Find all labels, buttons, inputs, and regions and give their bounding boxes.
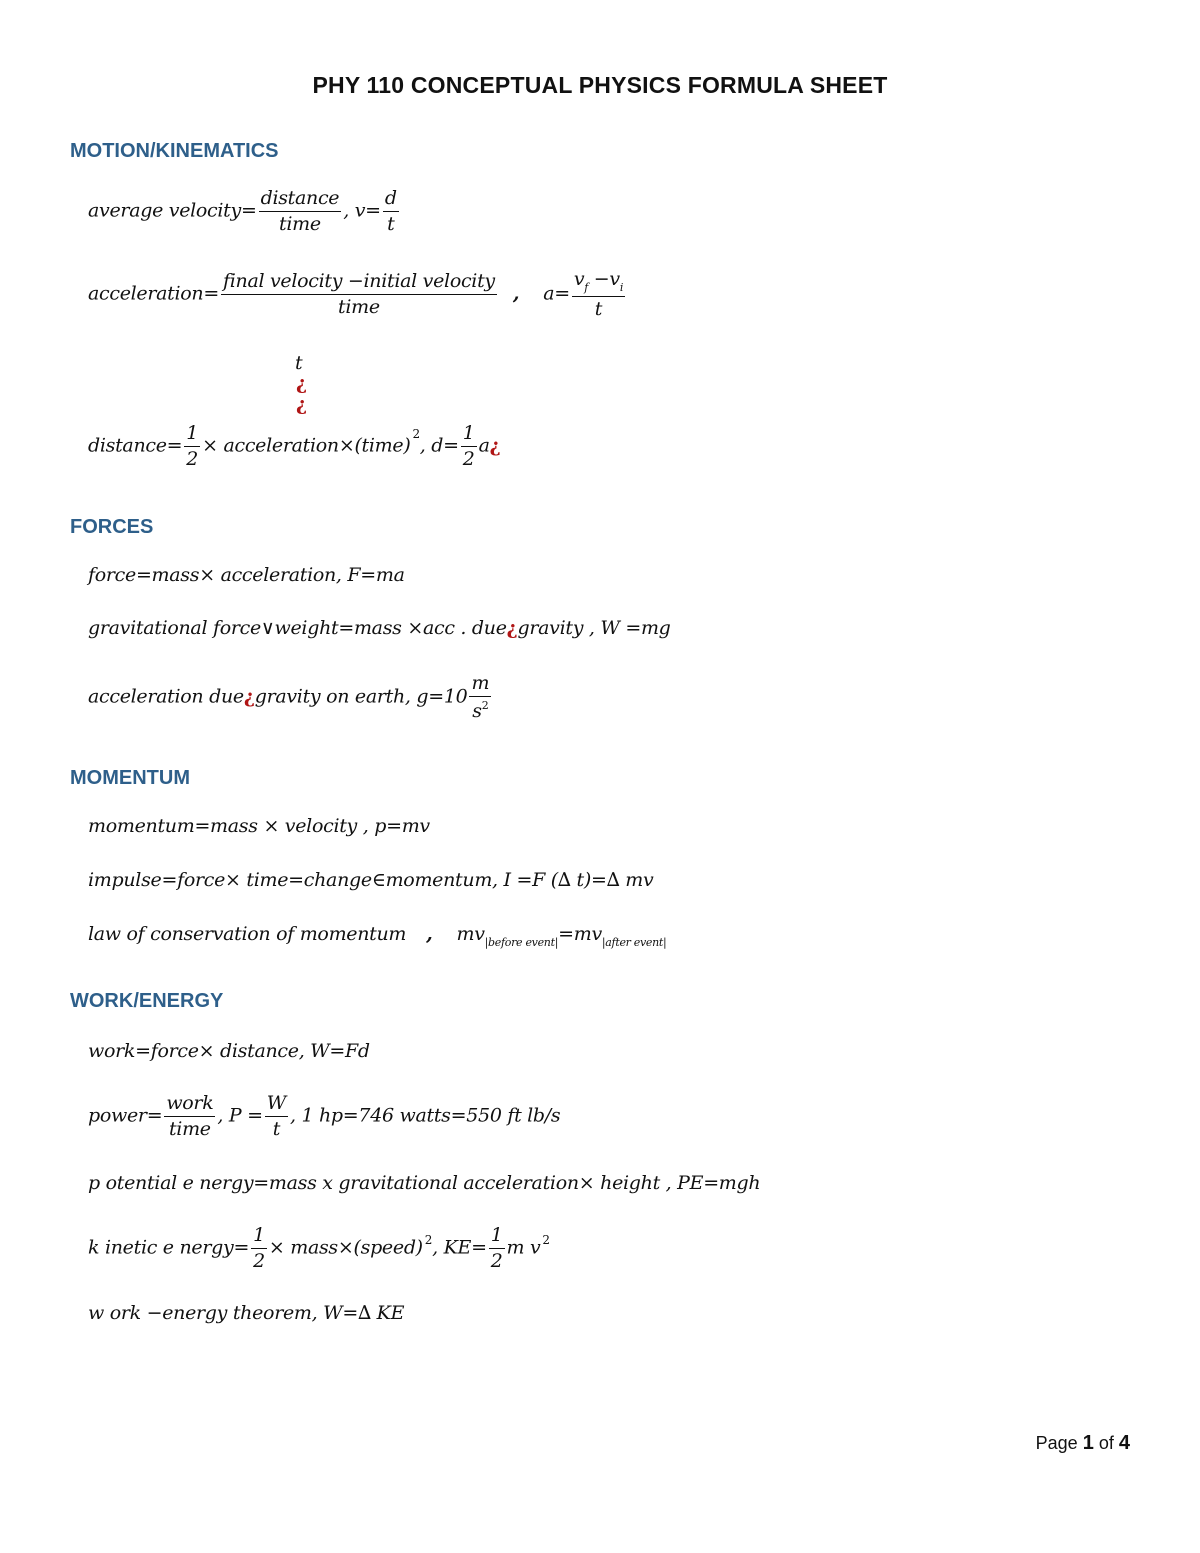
comma: , [512,282,520,305]
total-pages: 4 [1118,1432,1130,1454]
numerator: W [265,1094,288,1117]
formula-text: distance= [88,434,183,457]
numerator: d [383,189,399,212]
formula-text: a [478,434,490,457]
denominator: time [279,213,321,235]
denominator: t [594,298,603,320]
fraction [259,189,342,234]
symbol-v: v [573,268,585,290]
formula-text: acceleration= [88,282,219,305]
fraction-half [251,1226,267,1271]
numerator: 1 [251,1226,267,1249]
denominator: 2 [186,448,199,470]
page-title: PHY 110 CONCEPTUAL PHYSICS FORMULA SHEET [312,72,888,98]
subscript: f [584,281,589,294]
formula-text: acceleration due [88,685,244,708]
formula-text: × mass×(speed) [268,1236,423,1259]
comma: , [426,923,433,945]
formula-weight [88,619,671,638]
formula-text: , 1 hp=746 watts=550 ft lb/s [289,1104,561,1127]
formula-text: law of conservation of momentum [88,923,407,945]
denominator: time [338,296,380,318]
unknown-symbol: ¿ [506,617,518,639]
unit-s: s [472,700,482,722]
formula-text: m v [506,1236,541,1259]
formula-text: gravity on earth, g=10 [254,685,468,708]
numerator: 1 [184,424,200,447]
exponent: 2 [542,1232,550,1247]
formula-text: gravity , W =mg [517,617,671,639]
denominator: t [387,213,395,235]
stacked-symbol-unknown-1: ¿ [296,372,307,394]
page-label: Page [1035,1433,1078,1453]
denominator [469,697,491,721]
formula-text: power= [88,1104,163,1127]
fraction [221,272,497,317]
page-number [1036,1432,1130,1455]
denominator: 2 [490,1250,503,1272]
exponent: 2 [424,1232,433,1247]
formula-text: , v= [343,199,381,222]
formula-conservation [88,925,666,948]
numerator: 1 [489,1226,505,1249]
formula-text: , KE= [432,1236,487,1259]
denominator: t [272,1118,281,1140]
formula-text: average velocity= [88,199,257,222]
formula-potential-energy: p otential e nergy=mass x gravitational acceleration× height , PE=mgh [88,1172,761,1194]
formula-force: force=mass× acceleration, F=ma [88,564,405,586]
fraction [383,189,399,234]
fraction-half [489,1226,505,1271]
fraction [265,1094,288,1139]
subscript: |before event| [484,936,559,949]
fraction [572,270,625,319]
symbol-v: −v [588,268,620,290]
section-heading-forces: FORCES [70,516,154,538]
stacked-symbol-t: t [295,352,303,374]
formula-text: , d= [419,434,459,457]
formula-gravity [88,674,493,721]
unknown-symbol: ¿ [489,434,501,457]
formula-text: k inetic e nergy= [88,1236,250,1259]
numerator [572,270,625,297]
fraction-half [461,424,477,469]
formula-kinetic-energy [88,1226,550,1271]
formula-text: , P = [217,1104,263,1127]
section-heading-kinematics: MOTION/KINEMATICS [70,140,279,162]
current-page: 1 [1082,1432,1094,1454]
exponent: 2 [481,699,489,712]
formula-text: mv [456,923,485,945]
formula-work: work=force× distance, W=Fd [88,1040,370,1062]
formula-average-velocity [88,189,401,234]
formula-acceleration [88,270,627,319]
denominator: time [168,1118,211,1140]
numerator: work [164,1094,215,1117]
fraction-units [469,674,491,721]
formula-impulse: impulse=force× time=change∈momentum, I =F (∆ t)=∆ mv [88,869,654,891]
subscript: i [619,281,624,294]
of-label: of [1098,1433,1114,1453]
numerator: final velocity −initial velocity [221,272,497,295]
formula-text: a= [543,282,570,305]
numerator: m [469,674,491,697]
section-heading-momentum: MOMENTUM [70,767,190,789]
subscript: |after event| [601,936,667,949]
numerator: distance [259,189,342,212]
formula-text: gravitational force∨weight=mass ×acc . due [88,617,507,639]
formula-power [88,1094,560,1139]
section-heading-energy: WORK/ENERGY [70,990,224,1012]
denominator: 2 [462,448,475,470]
denominator: 2 [253,1250,265,1272]
fraction-half [184,424,200,469]
formula-text: =mv [558,923,602,945]
formula-text: × acceleration×(time) [202,434,411,457]
numerator: 1 [461,424,477,447]
formula-work-energy-theorem: w ork −energy theorem, W=∆ KE [88,1302,405,1324]
unknown-symbol: ¿ [243,685,255,708]
stacked-symbol-unknown-2: ¿ [296,393,307,415]
exponent: 2 [412,426,420,441]
formula-momentum: momentum=mass × velocity , p=mv [88,815,430,837]
fraction [164,1094,215,1139]
formula-distance [88,424,500,469]
